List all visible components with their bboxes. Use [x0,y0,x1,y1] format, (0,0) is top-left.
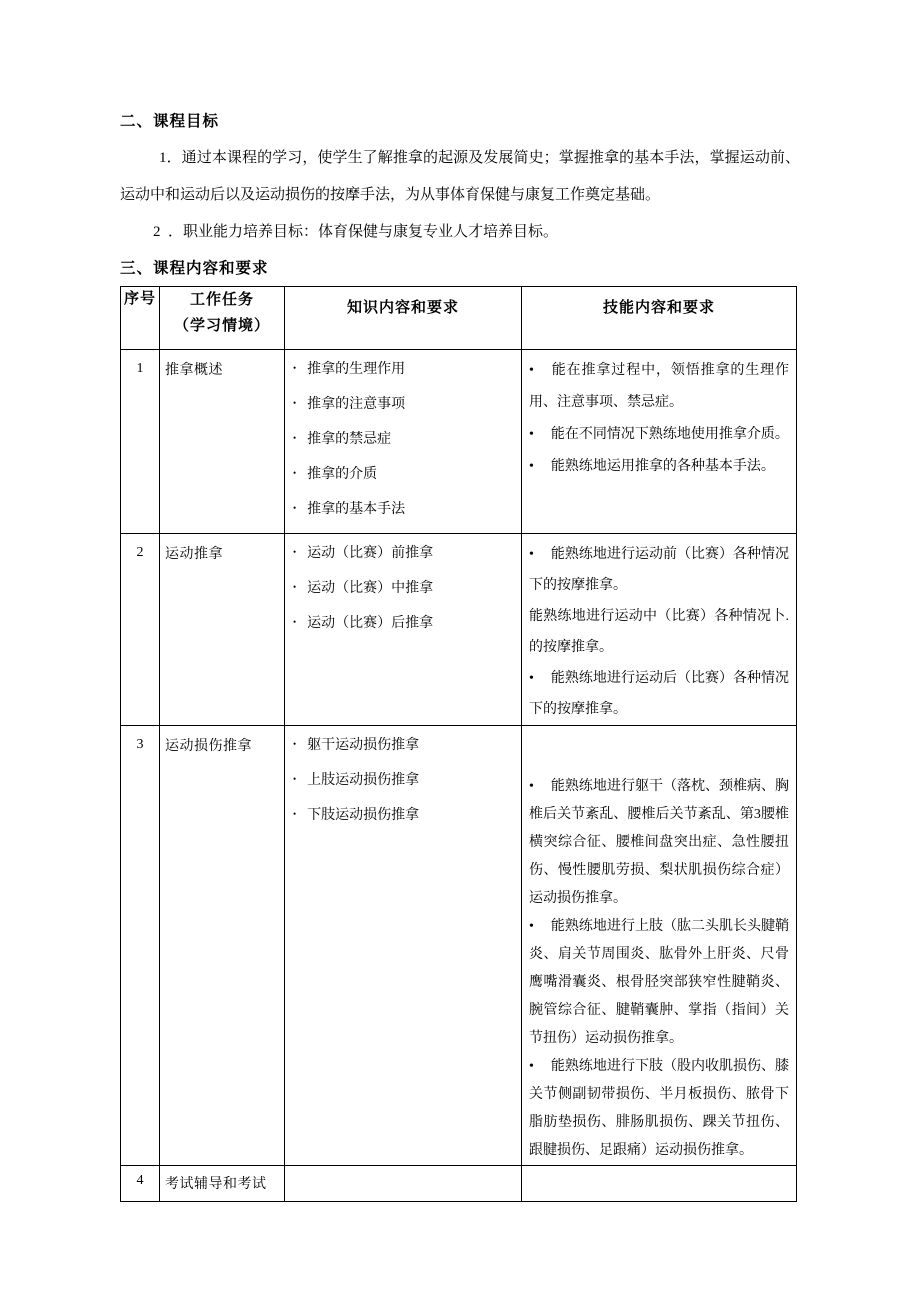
bullet-icon: • [529,363,534,378]
bullet-icon: • [529,427,534,442]
table-row [121,726,797,1166]
knowledge-item [293,577,517,599]
bullet-icon: • [529,547,534,562]
row-number: 3 [121,726,160,1166]
knowledge-item [293,358,517,380]
knowledge-text: 运动（比赛）前推拿 [307,546,434,561]
knowledge-item [293,498,517,520]
skills-cell [522,350,797,534]
objectives-paragraph-2: 2 ．职业能力培养目标：体育保健与康复专业人才培养目标。 [153,224,559,240]
bullet-icon: • [293,739,297,749]
knowledge-item [293,612,517,634]
skill-text: 能熟练地进行运动前（比赛）各种情况下的按摩推拿。 [529,547,789,593]
skill-text: 能在不同情况下熟练地使用推拿介质。 [550,427,789,442]
table-row [121,1166,797,1202]
bullet-icon: • [293,774,297,784]
knowledge-item [293,804,517,826]
skill-item [529,355,789,419]
knowledge-cell [285,350,522,534]
col-header-task-line2: （学习情境） [173,318,270,334]
task-name: 考试辅导和考试 [160,1166,285,1202]
bullet-icon: • [529,671,534,686]
knowledge-text: 运动（比赛）中推拿 [307,581,434,596]
objectives-paragraph-1: 1．通过本课程的学习，使学生了解推拿的起源及发展简史；掌握推拿的基本手法，掌握运动前、运动中和运动后以及运动损伤的按摩手法，为从事体育保健与康复工作奠定基础。 [120,150,800,203]
row-number: 1 [121,350,160,534]
knowledge-text: 推拿的禁忌症 [307,432,392,447]
skill-item [529,419,789,451]
skills-cell [522,726,797,1166]
skill-item [529,451,789,483]
section-heading-content: 三、课程内容和要求 [120,260,269,277]
knowledge-item [293,734,517,756]
knowledge-cell [285,1166,522,1202]
bullet-icon: • [529,459,534,474]
skill-item [529,663,789,725]
bullet-icon: • [293,433,297,443]
bullet-icon: • [293,398,297,408]
knowledge-item [293,393,517,415]
knowledge-text: 上肢运动损伤推拿 [307,773,420,788]
knowledge-cell [285,726,522,1166]
skill-text: 能熟练地进行运动后（比赛）各种情况下的按摩推拿。 [529,671,789,717]
col-header-task-line1: 工作任务 [189,292,254,308]
bullet-icon: • [529,919,534,934]
task-name: 运动损伤推拿 [160,726,285,1166]
skill-text: 能熟练地进行运动中（比赛）各种情况卜.的按摩推拿。 [529,609,789,655]
col-header-index: 序号 [121,287,160,350]
row-number: 2 [121,534,160,726]
bullet-icon: • [293,809,297,819]
knowledge-text: 推拿的生理作用 [307,362,406,377]
table-row [121,534,797,726]
knowledge-text: 推拿的基本手法 [307,502,406,517]
skills-cell [522,1166,797,1202]
skill-item [529,913,789,1053]
task-name: 运动推拿 [160,534,285,726]
skill-text: 能熟练地运用推拿的各种基本手法。 [550,459,775,474]
skill-text: 能熟练地进行下肢（股内收肌损伤、膝关节侧副韧带损伤、半月板损伤、脓骨下脂肪垫损伤、腓肠肌损伤、踝关节扭伤、跟腱损伤、足跟痛）运动损伤推拿。 [529,1059,789,1158]
row-number: 4 [121,1166,160,1202]
knowledge-text: 躯干运动损伤推拿 [307,738,420,753]
col-header-skills: 技能内容和要求 [522,287,797,350]
skill-item [529,1053,789,1165]
col-header-task [160,287,285,350]
skill-text: 能熟练地进行躯干（落枕、颈椎病、胸椎后关节紊乱、腰椎后关节紊乱、第3腰椎横突综合征、腰椎间盘突出症、急性腰扭伤、慢性腰肌劳损、梨状肌损伤综合症）运动损伤推拿。 [529,779,789,906]
bullet-icon: • [293,617,297,627]
section-heading-objectives: 二、课程目标 [120,113,220,130]
skill-text: 能熟练地进行上肢（肱二头肌长头腱鞘炎、肩关节周围炎、肱骨外上肝炎、尺骨鹰嘴滑囊炎、根骨胫突部狭窄性腱鞘炎、腕管综合征、腱鞘囊肿、掌指（指间）关节扭伤）运动损伤推拿。 [529,919,789,1046]
bullet-icon: • [293,582,297,592]
bullet-icon: • [293,468,297,478]
course-content-table [120,286,797,1202]
table-header-row [121,287,797,350]
task-name: 推拿概述 [160,350,285,534]
knowledge-cell [285,534,522,726]
bullet-icon: • [293,503,297,513]
skill-item [529,539,789,601]
knowledge-item [293,463,517,485]
knowledge-text: 推拿的注意事项 [307,397,406,412]
bullet-icon: • [293,363,297,373]
knowledge-text: 下肢运动损伤推拿 [307,808,420,823]
skill-item [529,773,789,913]
skills-cell [522,534,797,726]
bullet-icon: • [529,779,534,794]
knowledge-item [293,769,517,791]
skill-text: 能在推拿过程中，领悟推拿的生理作用、注意事项、禁忌症。 [529,363,789,410]
bullet-icon: • [293,547,297,557]
col-header-knowledge: 知识内容和要求 [285,287,522,350]
knowledge-text: 运动（比赛）后推拿 [307,616,434,631]
knowledge-item [293,542,517,564]
knowledge-text: 推拿的介质 [307,467,378,482]
table-row [121,350,797,534]
skill-item [529,601,789,663]
knowledge-item [293,428,517,450]
bullet-icon: • [529,1059,534,1074]
